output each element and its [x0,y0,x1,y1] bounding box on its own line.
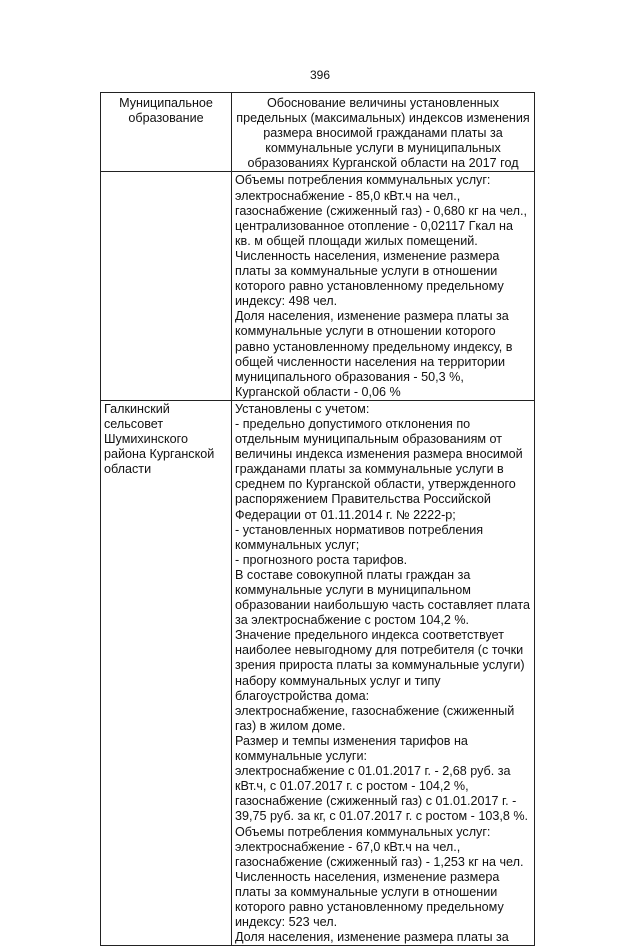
paragraph: Установлены с учетом: [235,401,370,416]
paragraph: Объемы потребления коммунальных услуг: электроснабжение - 85,0 кВт.ч на чел., газоснабжение (сжиженный газ) - 0,680 кг на чел., централизованное отопление - 0,02117 Гкал на кв. м общей площади жилых помещений. [235,173,527,248]
paragraph: Доля населения, изменение размера платы за [235,930,509,945]
paragraph: Численность населения, изменение размера платы за коммунальные услуги в отношении которого равно установленному предельному индексу: 498 чел. [235,248,504,309]
header-justification: Обоснование величины установленных предельных (максимальных) индексов изменения размера вносимой гражданами платы за коммунальные услуги в муниципальных образованиях Курганской области на 2017 год [232,93,535,172]
page-number: 396 [309,68,331,82]
paragraph: - установленных нормативов потребления коммунальных услуг; [235,522,484,552]
indices-table [100,92,535,946]
row2-municipality: Галкинский сельсовет Шумихинского района Курганской области [101,400,232,945]
row1-justification [232,172,535,400]
paragraph: Размер и темпы изменения тарифов на коммунальные услуги: [235,733,468,764]
row2-justification [232,400,535,945]
header-municipality: Муниципальное образование [101,93,232,172]
paragraph: Значение предельного индекса соответствует наиболее невыгодному для потребителя (с точки зрения прироста платы за коммунальные услуги) набору коммунальных услуг и типу благоустройства дома: [235,628,525,703]
paragraph: электроснабжение с 01.01.2017 г. - 2,68 руб. за кВт.ч, с 01.07.2017 г. с ростом - 104,2 %, газоснабжение (сжиженный газ) с 01.01.2017 г. - 39,75 руб. за кг, с 01.07.2017 г. с ростом - 103,8 %. [235,764,529,824]
paragraph: - прогнозного роста тарифов. [235,552,408,567]
paragraph: Объемы потребления коммунальных услуг: электроснабжение - 67,0 кВт.ч на чел., газоснабжение (сжиженный газ) - 1,253 кг на чел. [235,824,524,869]
row1-municipality [101,172,232,400]
paragraph: Доля населения, изменение размера платы за коммунальные услуги в отношении которого равно установленному предельному индексу, в общей численности населения на территории муниципального образования - 50,3 %, Курганской области - 0,06 % [235,309,513,399]
paragraph: - предельно допустимого отклонения по отдельным муниципальным образованиям от величины индекса изменения размера вносимой гражданами платы за коммунальные услуги в среднем по Курганской области, утвержденного распоряжением Правительства Российской Федерации от 01.11.2014 г. № 2222-р; [235,416,523,522]
table-row [101,400,535,945]
paragraph: Численность населения, изменение размера платы за коммунальные услуги в отношении которого равно установленному предельному индексу: 523 чел. [235,869,504,930]
table-row [101,172,535,400]
paragraph: В составе совокупной платы граждан за коммунальные услуги в муниципальном образовании наибольшую часть составляет плата за электроснабжение с ростом 104,2 %. [235,567,530,628]
table-header-row [101,93,535,172]
paragraph: электроснабжение, газоснабжение (сжиженный газ) в жилом доме. [235,703,515,733]
